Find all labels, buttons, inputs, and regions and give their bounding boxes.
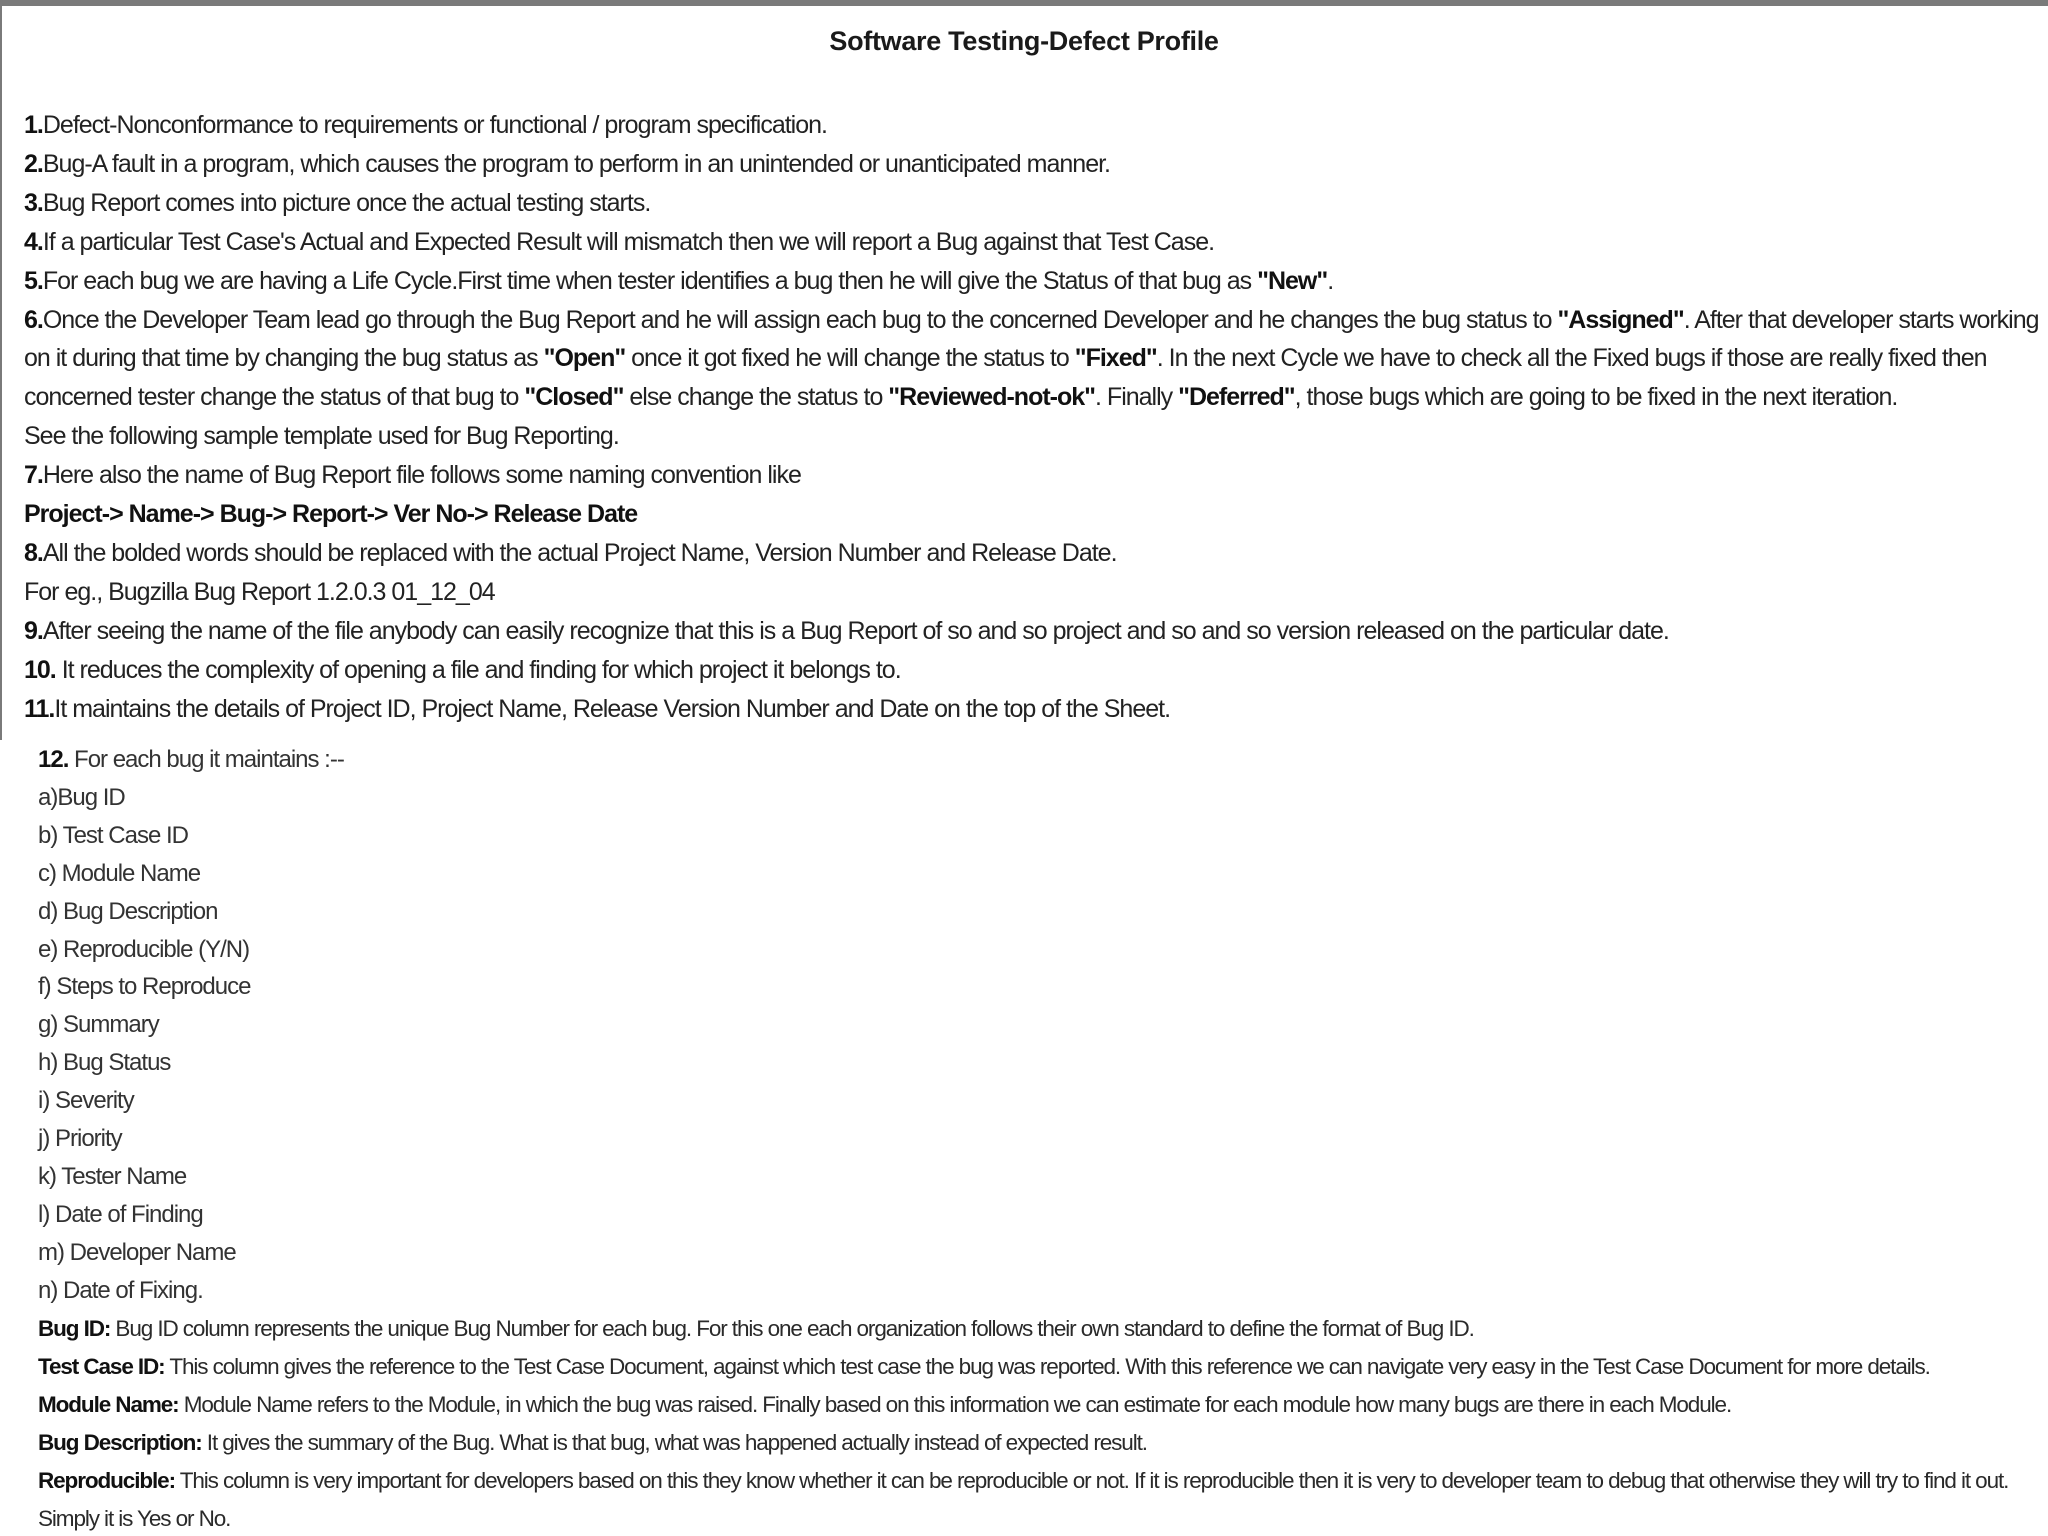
point-text: After seeing the name of the file anybody can easily recognize that this is a Bug Report of so and so project and so and so version released on the particular date. xyxy=(42,616,1669,645)
point-text: Once the Developer Team lead go through the Bug Report and he will assign each bug to the concerned Developer and he changes the bug status to xyxy=(42,305,1558,334)
list-item: l) Date of Finding xyxy=(38,1200,203,1228)
list-item: i) Severity xyxy=(38,1087,134,1115)
status-open: "Open" xyxy=(543,344,626,373)
status-assigned: "Assigned" xyxy=(1557,305,1684,334)
point-11 xyxy=(24,690,2040,729)
point-4 xyxy=(24,223,2040,262)
definition-text: Simply it is Yes or No. xyxy=(38,1505,231,1531)
point-text: It reduces the complexity of opening a file and finding for which project it belongs to. xyxy=(55,655,901,684)
point-text: . After that developer starts working on it during that time by changing the bug status as xyxy=(24,305,2039,373)
point-number: 12. xyxy=(38,746,69,773)
point-text: else change the status to xyxy=(623,383,889,412)
definition-reproducible xyxy=(38,1462,2044,1500)
list-item: f) Steps to Reproduce xyxy=(38,973,251,1001)
point-text: For eg., Bugzilla Bug Report 1.2.0.3 01_12_04 xyxy=(24,577,495,606)
list-item: a)Bug ID xyxy=(38,783,125,811)
bug-fields-section xyxy=(38,741,2038,1310)
list-item: k) Tester Name xyxy=(38,1162,187,1190)
point-number: 1. xyxy=(24,111,43,139)
point-2 xyxy=(24,145,2040,184)
point-10 xyxy=(24,651,2040,690)
status-closed: "Closed" xyxy=(524,383,624,412)
definition-term: Reproducible: xyxy=(38,1467,175,1493)
example-line xyxy=(24,573,2040,612)
definition-term: Bug Description: xyxy=(38,1429,202,1455)
point-6 xyxy=(24,301,2040,418)
point-text-end: . xyxy=(1327,266,1334,295)
status-new: "New" xyxy=(1257,266,1328,295)
list-item: e) Reproducible (Y/N) xyxy=(38,935,250,963)
template-note xyxy=(24,417,2040,456)
status-reviewed-not-ok: "Reviewed-not-ok" xyxy=(888,383,1096,412)
point-number: 8. xyxy=(24,538,43,567)
list-item: j) Priority xyxy=(38,1125,122,1153)
point-number: 11. xyxy=(24,694,55,723)
top-border xyxy=(0,0,2048,6)
list-item: n) Date of Fixing. xyxy=(38,1276,203,1304)
point-number: 7. xyxy=(24,461,43,490)
point-5 xyxy=(24,262,2040,301)
definition-reproducible-values xyxy=(38,1500,2044,1536)
point-number: 5. xyxy=(24,266,43,295)
point-text: Bug Report comes into picture once the actual testing starts. xyxy=(42,188,651,217)
point-number: 6. xyxy=(24,305,43,334)
definition-module-name xyxy=(38,1386,2044,1424)
definition-text: It gives the summary of the Bug. What is that bug, what was happened actually instead of expected result. xyxy=(201,1429,1147,1455)
point-text: Defect-Nonconformance to requirements or functional / program specification. xyxy=(42,111,827,139)
naming-convention xyxy=(24,495,2040,534)
list-item: h) Bug Status xyxy=(38,1049,171,1077)
point-text: If a particular Test Case's Actual and Expected Result will mismatch then we will report a Bug against that Test Case. xyxy=(42,227,1215,256)
definition-text: This column is very important for developers based on this they know whether it can be reproducible or not. If it is reproducible then it is very to developer team to debug that otherwise they will try to find it out. xyxy=(174,1467,2009,1493)
point-text: once it got fixed he will change the status to xyxy=(625,344,1075,373)
left-border xyxy=(0,0,2,740)
field-definitions xyxy=(38,1310,2044,1536)
definition-term: Module Name: xyxy=(38,1391,179,1417)
list-item: b) Test Case ID xyxy=(38,821,188,849)
point-text: Bug-A fault in a program, which causes the program to perform in an unintended or unanticipated manner. xyxy=(42,149,1110,178)
point-text: It maintains the details of Project ID, Project Name, Release Version Number and Date on the top of the Sheet. xyxy=(54,694,1171,723)
document-title: Software Testing-Defect Profile xyxy=(829,26,1219,56)
definition-bug-description xyxy=(38,1424,2044,1462)
point-text: See the following sample template used for Bug Reporting. xyxy=(24,422,619,451)
point-text: For each bug we are having a Life Cycle.First time when tester identifies a bug then he will give the Status of that bug as xyxy=(42,266,1258,295)
points-list xyxy=(24,106,2040,729)
point-7 xyxy=(24,456,2040,495)
definition-text: Module Name refers to the Module, in which the bug was raised. Finally based on this information we can estimate for each module how many bugs are there in each Module. xyxy=(178,1391,1732,1417)
definition-term: Test Case ID: xyxy=(38,1353,165,1379)
definition-text: Bug ID column represents the unique Bug Number for each bug. For this one each organization follows their own standard to define the format of Bug ID. xyxy=(110,1316,1474,1341)
point-1 xyxy=(24,106,2040,145)
point-9 xyxy=(24,612,2040,651)
definition-text: This column gives the reference to the Test Case Document, against which test case the bug was reported. With this reference we can navigate very easy in the Test Case Document for more details. xyxy=(164,1353,1930,1379)
point-8 xyxy=(24,534,2040,573)
definition-test-case-id xyxy=(38,1348,2044,1386)
point-number: 10. xyxy=(24,655,56,684)
definition-term: Bug ID: xyxy=(38,1316,111,1341)
list-item: g) Summary xyxy=(38,1011,159,1039)
definition-bug-id xyxy=(38,1310,2044,1348)
list-item: d) Bug Description xyxy=(38,897,218,925)
point-text: . In the next Cycle we have to check all the Fixed bugs if those are really fixed then concerned tester change the status of that bug to xyxy=(24,344,1987,412)
status-fixed: "Fixed" xyxy=(1074,344,1157,373)
point-12 xyxy=(38,741,2038,779)
point-text: All the bolded words should be replaced with the actual Project Name, Version Number and Release Date. xyxy=(42,538,1117,567)
point-number: 9. xyxy=(24,616,43,645)
point-number: 3. xyxy=(24,188,43,217)
point-text: , those bugs which are going to be fixed in the next iteration. xyxy=(1294,383,1898,412)
list-item: c) Module Name xyxy=(38,859,201,887)
point-number: 4. xyxy=(24,227,43,256)
point-number: 2. xyxy=(24,149,43,178)
point-text: Here also the name of Bug Report file follows some naming convention like xyxy=(42,461,801,490)
bug-fields-list xyxy=(38,779,2038,1310)
point-text: . Finally xyxy=(1095,383,1179,412)
list-item: m) Developer Name xyxy=(38,1238,236,1266)
status-deferred: "Deferred" xyxy=(1178,383,1295,412)
point-3 xyxy=(24,184,2040,223)
fields-heading: For each bug it maintains :-- xyxy=(68,746,344,773)
naming-convention-text: Project-> Name-> Bug-> Report-> Ver No-> Release Date xyxy=(24,500,638,529)
